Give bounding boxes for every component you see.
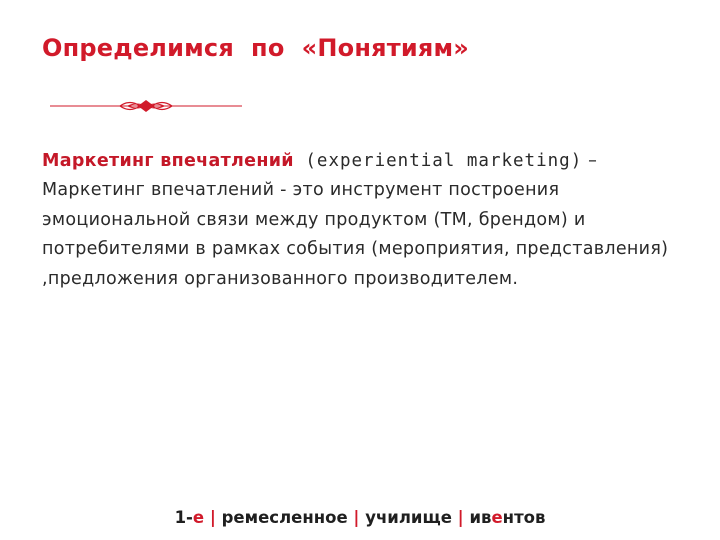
footer-part-9: е	[491, 508, 503, 527]
footer-separator-2: |	[347, 508, 366, 527]
footer-separator-1: |	[204, 508, 222, 527]
footer-part-2: е	[192, 508, 205, 527]
footer-part-6: училище	[365, 508, 452, 527]
footer-part-1: 1-	[174, 508, 193, 527]
footer-part-8: ив	[469, 508, 492, 527]
footer-part-10: нтов	[502, 508, 546, 527]
definition-term: Маркетинг впечатлений	[42, 151, 294, 171]
footer-brand	[0, 508, 720, 527]
definition-paragraph	[42, 147, 692, 294]
slide-title: Определимся по «Понятиям»	[42, 34, 469, 62]
definition-term-english: (experiential marketing)	[293, 151, 583, 171]
definition-text: – Маркетинг впечатлений - это инструмент построения эмоциональной связи между продуктом (ТМ, брендом) и потребителями в рамках события (мероприятия, представления) ,предложения организованного производителем.	[42, 151, 669, 289]
footer-part-4: ремесленное	[221, 508, 348, 527]
footer-separator-3: |	[451, 508, 470, 527]
decorative-flourish-icon	[50, 96, 242, 116]
